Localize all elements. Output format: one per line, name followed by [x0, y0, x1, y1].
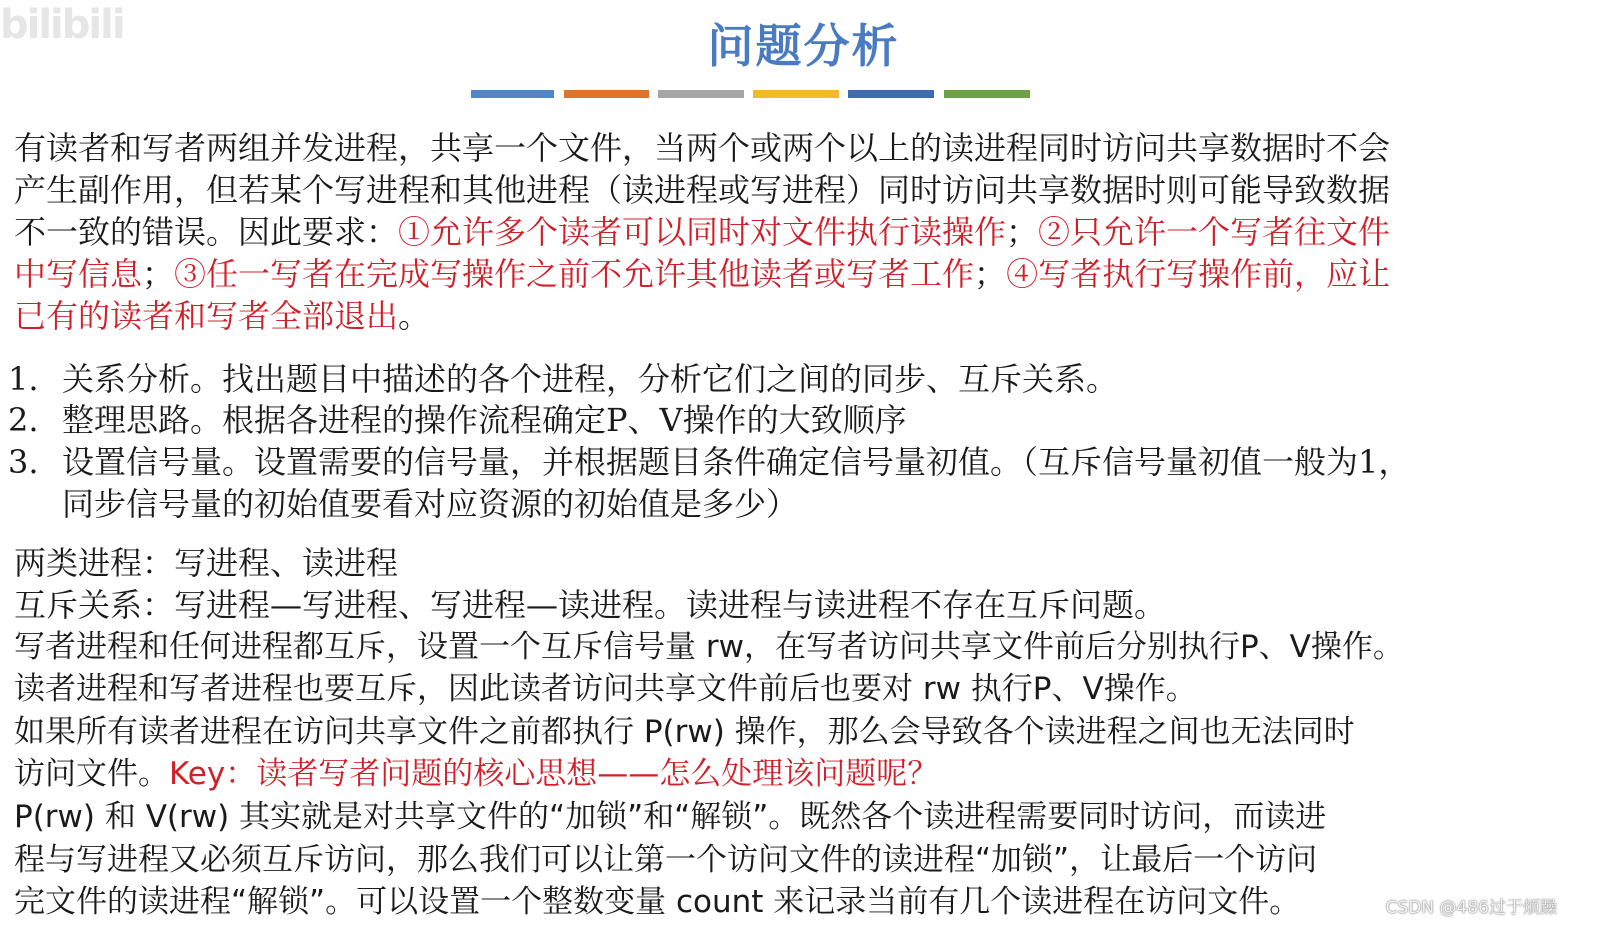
intro-line: 有读者和写者两组并发进程，共享一个文件，当两个或两个以上的读进程同时访问共享数据时不会 — [14, 129, 1391, 167]
step-number: 2. — [8, 401, 39, 439]
intro-line: 产生副作用，但若某个写进程和其他进程（读进程或写进程）同时访问共享数据时则可能导致数据 — [14, 171, 1391, 209]
divider-segment — [753, 90, 839, 98]
requirement-4: ④写者执行写操作前，应让 — [1006, 255, 1391, 293]
analysis-line: 两类进程：写进程、读进程 — [14, 544, 399, 582]
analysis-line: 互斥关系：写进程—写进程、写进程—读进程。读进程与读进程不存在互斥问题。 — [14, 586, 1167, 624]
step-number: 1. — [8, 360, 39, 398]
requirement-2: ②只允许一个写者往文件 — [1038, 213, 1391, 251]
step-number: 3. — [8, 443, 39, 481]
analysis-line: 如果所有读者进程在访问共享文件之前都执行 P(rw) 操作，那么会导致各个读进程之间也无法同时 — [14, 714, 1355, 750]
divider-segment — [944, 90, 1030, 98]
intro-line: 不一致的错误。因此要求：①允许多个读者可以同时对文件执行读操作；②只允许一个写者往文件 — [14, 213, 1391, 251]
analysis-line: P(rw) 和 V(rw) 其实就是对共享文件的“加锁”和“解锁”。既然各个读进程需要同时访问，而读进 — [14, 799, 1327, 835]
key-question: Key：读者写者问题的核心思想——怎么处理该问题呢？ — [169, 756, 939, 792]
analysis-line: 读者进程和写者进程也要互斥，因此读者访问共享文件前后也要对 rw 执行P、V操作。 — [14, 671, 1197, 707]
intro-line: 中写信息；③任一写者在完成写操作之前不允许其他读者或写者工作；④写者执行写操作前，应让 — [14, 255, 1391, 293]
analysis-line: 写者进程和任何进程都互斥，设置一个互斥信号量 rw，在写者访问共享文件前后分别执行P、V操作。 — [14, 629, 1404, 665]
step-text-continuation: 同步信号量的初始值要看对应资源的初始值是多少） — [62, 485, 799, 523]
requirement-3: ③任一写者在完成写操作之前不允许其他读者或写者工作 — [174, 255, 975, 293]
step-text: 整理思路。根据各进程的操作流程确定P、V操作的大致顺序 — [62, 401, 907, 439]
analysis-line: 完文件的读进程“解锁”。可以设置一个整数变量 count 来记录当前有几个读进程在访问文件。 — [14, 884, 1301, 920]
csdn-watermark: CSDN @486过于烦躁 — [1385, 898, 1557, 918]
divider-segment — [848, 90, 934, 98]
analysis-line: 访问文件。Key：读者写者问题的核心思想——怎么处理该问题呢？ — [14, 756, 939, 792]
divider-segment — [564, 90, 649, 98]
bilibili-logo: bilibili — [0, 2, 124, 48]
step-text: 设置信号量。设置需要的信号量，并根据题目条件确定信号量初值。（互斥信号量初值一般为1， — [62, 443, 1411, 481]
requirement-1: ①允许多个读者可以同时对文件执行读操作 — [398, 213, 1007, 251]
intro-line: 已有的读者和写者全部退出。 — [14, 297, 431, 335]
divider-segment — [658, 90, 744, 98]
step-text: 关系分析。找出题目中描述的各个进程，分析它们之间的同步、互斥关系。 — [62, 360, 1119, 398]
page-title: 问题分析 — [707, 19, 900, 73]
divider-segment — [471, 90, 554, 98]
analysis-line: 程与写进程又必须互斥访问，那么我们可以让第一个访问文件的读进程“加锁”，让最后一个访问 — [14, 842, 1318, 878]
